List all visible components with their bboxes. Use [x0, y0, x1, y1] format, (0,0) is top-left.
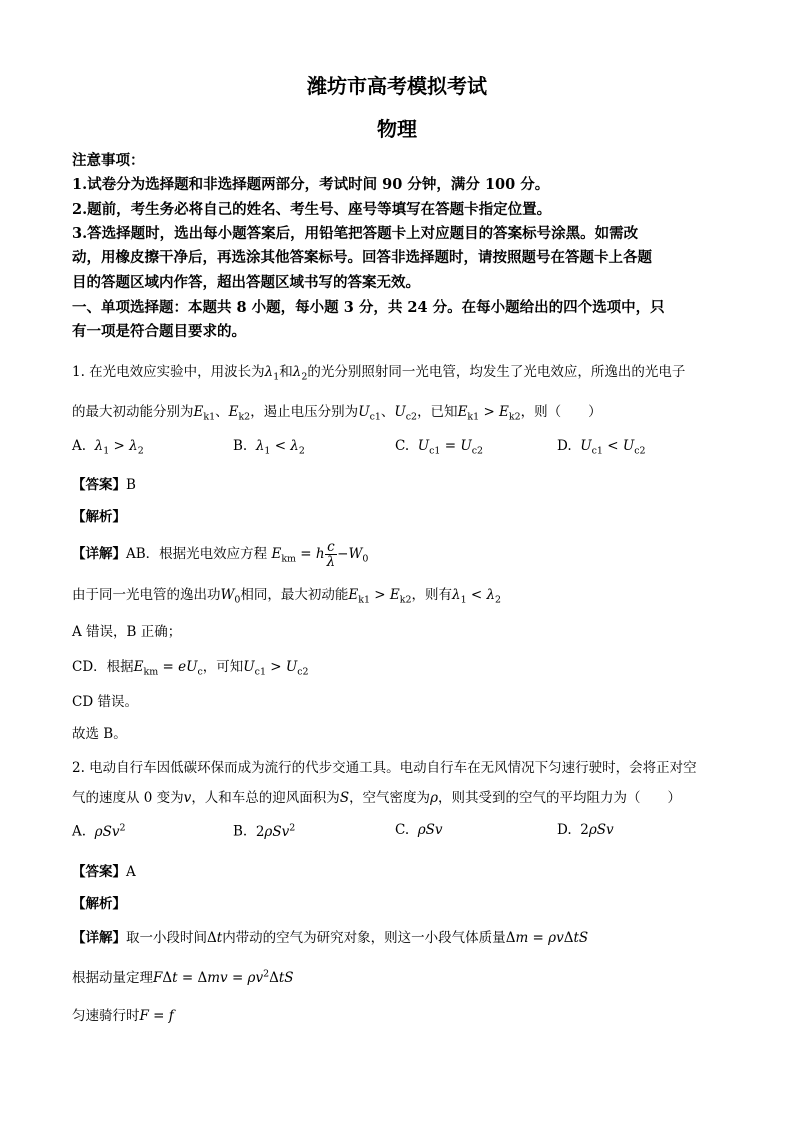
q2-option-b: B. 2ρSv$^2$ — [233, 822, 296, 840]
notice-line-2: 2.题前，考生务必将自己的姓名、考生号、座号等填写在答题卡指定位置。 — [72, 201, 552, 218]
q1-option-b: B. $\lambda_1 < \lambda_2$ — [233, 438, 305, 457]
q1-answer: 【答案】B — [72, 477, 136, 493]
q1-detail-line-5: CD 错误。 — [72, 694, 138, 710]
q2-analysis-label: 【解析】 — [72, 896, 126, 912]
q1-option-d: D. $U_{c1} < U_{c2}$ — [557, 438, 646, 457]
notice-line-3c: 目的答题区域内作答，超出答题区域书写的答案无效。 — [72, 274, 420, 291]
notice-line-1: 1.试卷分为选择题和非选择题两部分，考试时间 90 分钟，满分 100 分。 — [72, 176, 550, 193]
notice-line-3a: 3.答选择题时，选出每小题答案后，用铅笔把答题卡上对应题目的答案标号涂黑。如需改 — [72, 225, 639, 242]
section1-line-1: 一、单项选择题：本题共 8 小题，每小题 3 分，共 24 分。在每小题给出的四个选项中，只 — [72, 299, 665, 316]
q1-option-a: A. $\lambda_1 > \lambda_2$ — [72, 438, 144, 457]
q1-stem-line-1: 1. 在光电效应实验中，用波长为$\lambda_1$和$\lambda_2$的光分别照射同一光电管，均发生了光电效应，所逸出的光电子 — [72, 364, 686, 383]
q2-answer: 【答案】A — [72, 864, 136, 880]
notice-line-3b: 动，用橡皮擦干净后，再选涂其他答案标号。回答非选择题时，请按照题号在答题卡上各题 — [72, 249, 652, 266]
notice-heading: 注意事项： — [72, 152, 145, 169]
q1-detail-line-2: 由于同一光电管的逸出功$W_0$相同，最大初动能$E_{k1} > E_{k2}$，则有$\lambda_1 < \lambda_2$ — [72, 587, 502, 606]
subject-title: 物理 — [377, 117, 417, 141]
q2-detail-line-1: 【详解】取一小段时间Δt内带动的空气为研究对象，则这一小段气体质量Δm = ρvΔtS — [72, 930, 589, 946]
q2-stem-line-2: 气的速度从 0 变为v，人和车总的迎风面积为S，空气密度为ρ，则其受到的空气的平均阻力为（ ） — [72, 790, 681, 806]
exam-title: 潍坊市高考模拟考试 — [307, 74, 487, 98]
q2-detail-line-3: 匀速骑行时F = f — [72, 1008, 174, 1024]
q1-detail-line-3: A 错误，B 正确； — [72, 624, 182, 640]
q2-stem-line-1: 2. 电动自行车因低碳环保而成为流行的代步交通工具。电动自行车在无风情况下匀速行驶时，会将正对空 — [72, 760, 697, 776]
q1-analysis-label: 【解析】 — [72, 509, 126, 525]
q1-detail-line-1: 【详解】AB．根据光电效应方程 $E_{km} = h$ $\frac{c}{\lambda}$ $-W_0$ — [72, 539, 369, 570]
q2-detail-line-2: 根据动量定理$F\Delta t = \Delta mv = \rho v^2\Delta tS$ — [72, 968, 294, 986]
q2-option-c: C. ρSv — [395, 822, 443, 838]
section1-line-2: 有一项是符合题目要求的。 — [72, 323, 246, 340]
q1-stem-line-2: 的最大初动能分别为$E_{k1}$、$E_{k2}$，遏止电压分别为$U_{c1}$、$U_{c2}$，已知$E_{k1} > E_{k2}$，则（ ） — [72, 404, 602, 423]
q1-option-c: C. $U_{c1} = U_{c2}$ — [395, 438, 483, 457]
q1-detail-line-4: CD．根据$E_{km} = eU_c$，可知$U_{c1} > U_{c2}$ — [72, 659, 309, 678]
q2-option-a: A. ρSv$^2$ — [72, 822, 126, 840]
q2-option-d: D. 2ρSv — [557, 822, 614, 838]
q1-detail-line-6: 故选 B。 — [72, 726, 127, 742]
